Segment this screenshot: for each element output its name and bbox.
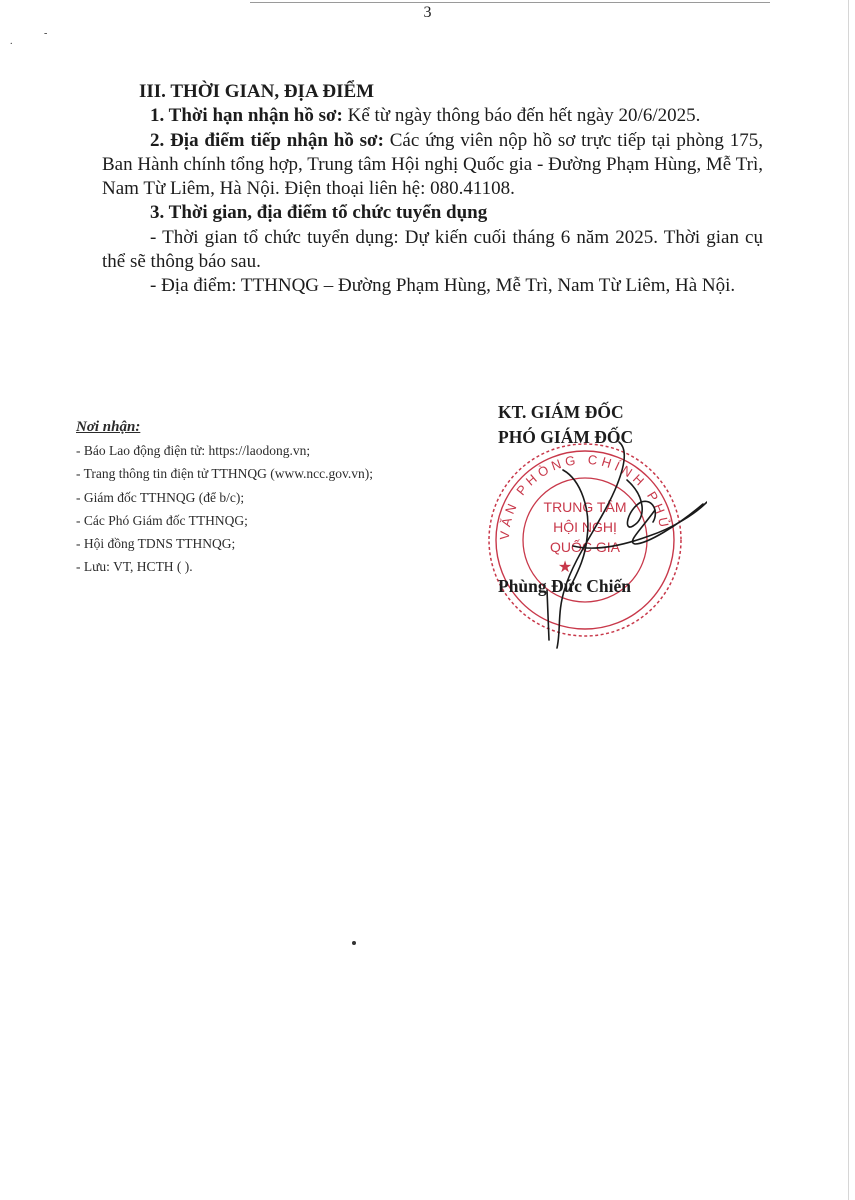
- scan-edge-line: [848, 0, 849, 1200]
- recipients-heading: Nơi nhận:: [76, 419, 141, 435]
- location-text: Các ứng viên nộp hồ sơ trực tiếp tại phòng 175, Ban Hành chính tổng hợp, Trung tâm Hội nghị Quốc gia - Đường Phạm Hùng, Mễ Trì, Nam Từ Liêm, Hà Nội. Điện thoại liên hệ: 080.41108.: [102, 129, 763, 200]
- deadline-label: 1. Thời hạn nhận hồ sơ:: [150, 105, 343, 127]
- recipient-item: - Giám đốc TTHNQG (để b/c);: [76, 489, 245, 505]
- recipient-item: - Trang thông tin điện tử TTHNQG (www.ncc.gov.vn);: [76, 466, 374, 482]
- scan-speck: [352, 941, 356, 945]
- seal-star-icon: ★: [557, 559, 573, 576]
- signer-name: Phùng Đức Chiến: [498, 576, 632, 596]
- recipients-list: [76, 416, 373, 578]
- recruitment-heading: 3. Thời gian, địa điểm tổ chức tuyển dụng: [150, 202, 488, 224]
- recruitment-time: - Thời gian tổ chức tuyển dụng: Dự kiến cuối tháng 6 năm 2025. Thời gian cụ thể sẽ thông báo sau.: [102, 226, 763, 273]
- paragraph-location: [102, 129, 763, 202]
- seal-center-line: TRUNG TÂM: [543, 499, 627, 515]
- seal-ring-text: VĂN PHÒNG CHÍNH PHỦ: [496, 451, 673, 541]
- scan-edge-line: [250, 2, 770, 3]
- seal-center-line: QUỐC GIA: [549, 539, 621, 555]
- scan-speck: -: [44, 28, 48, 39]
- recipient-item: - Lưu: VT, HCTH ( ).: [76, 559, 193, 575]
- official-seal: [477, 440, 707, 650]
- recipient-item: - Các Phó Giám đốc TTHNQG;: [76, 512, 248, 528]
- page-number: 3: [423, 4, 432, 21]
- recruitment-place: - Địa điểm: TTHNQG – Đường Phạm Hùng, Mễ Trì, Nam Từ Liêm, Hà Nội.: [150, 275, 736, 297]
- deadline-text: Kể từ ngày thông báo đến hết ngày 20/6/2025.: [342, 105, 701, 127]
- recipient-item: - Báo Lao động điện tử: https://laodong.vn;: [76, 443, 311, 459]
- signature-title-1: KT. GIÁM ĐỐC: [498, 402, 624, 422]
- section-title: III. THỜI GIAN, ĐỊA ĐIỂM: [139, 81, 375, 102]
- recipient-item: - Hội đồng TDNS TTHNQG;: [76, 536, 236, 552]
- location-label: 2. Địa điểm tiếp nhận hồ sơ:: [150, 129, 384, 151]
- paragraph-deadline: [102, 104, 763, 128]
- scan-speck: .: [10, 36, 13, 47]
- seal-center-line: HỘI NGHỊ: [553, 519, 617, 535]
- section-body: [102, 80, 763, 299]
- signature-title-2: PHÓ GIÁM ĐỐC: [498, 427, 634, 447]
